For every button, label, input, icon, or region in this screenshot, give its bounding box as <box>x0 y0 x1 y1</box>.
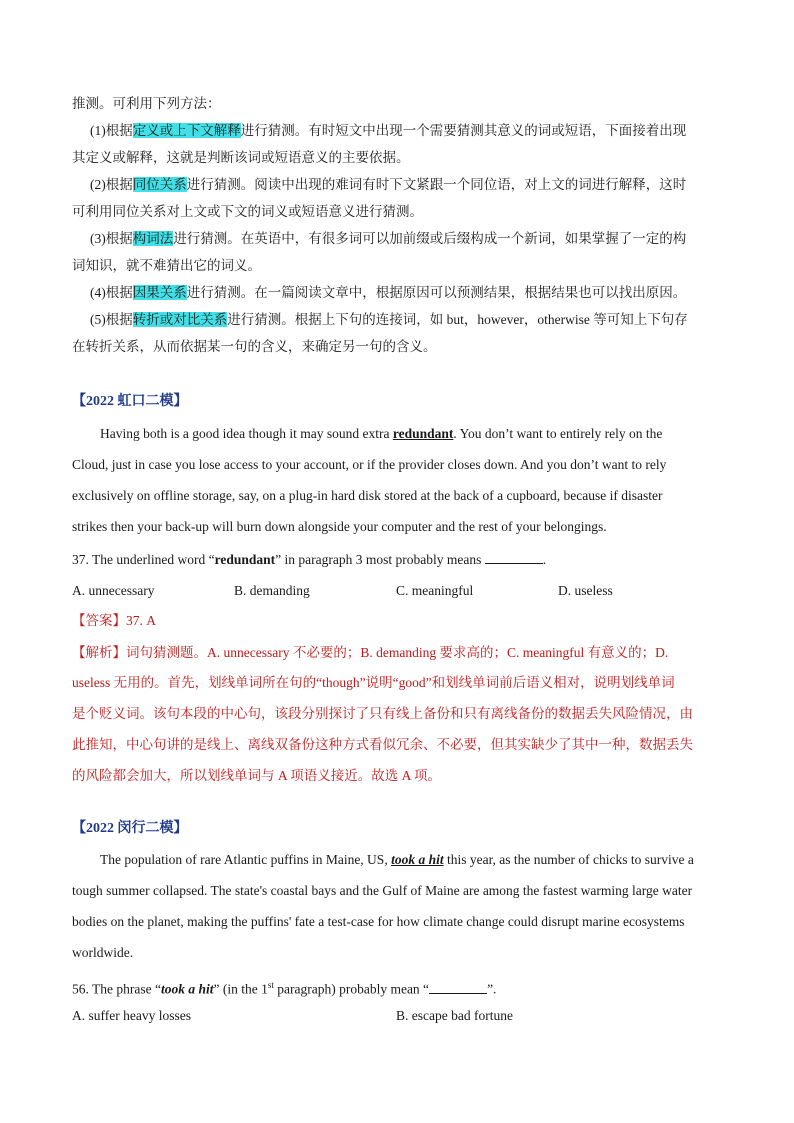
q1-option-a: A. unnecessary <box>72 583 155 598</box>
q2-question-text: 56. The phrase “ <box>72 981 161 997</box>
q1-question-text-cont: ” in paragraph 3 most probably means <box>275 552 485 567</box>
method-5-line-2 <box>72 337 722 357</box>
q2-option-b: B. escape bad fortune <box>396 1008 513 1023</box>
q1-analysis-line-3: 是个贬义词。该句本段的中心句，该段分别探讨了只有线上备份和只有离线备份的数据丢失风险情况，由 <box>72 706 693 721</box>
q1-question-text: 37. The underlined word “ <box>72 552 215 567</box>
intro-text: 推测。可利用下列方法： <box>72 96 221 111</box>
q1-option-c: C. meaningful <box>396 583 474 598</box>
method-2-prefix: (2)根据 <box>90 177 133 192</box>
q2-question-text-cont: ” (in the 1 <box>213 981 268 997</box>
method-3-line-1 <box>90 229 722 249</box>
q1-question <box>72 550 722 570</box>
q1-passage-text: Having both is a good idea though it may sound extra <box>100 426 393 441</box>
q2-question-phrase: took a hit <box>160 981 214 997</box>
method-4-prefix: (4)根据 <box>90 285 133 300</box>
method-1-text-cont: 其定义或解释，这就是判断该词或短语意义的主要依据。 <box>72 150 410 165</box>
q2-heading: 【2022 闵行二模】 <box>72 821 188 836</box>
method-2-text-cont: 可利用同位关系对上文或下文的词义或短语意义进行猜测。 <box>72 204 423 219</box>
method-3-prefix: (3)根据 <box>90 231 133 246</box>
method-5-prefix: (5)根据 <box>90 312 133 327</box>
method-1-text: 进行猜测。有时短文中出现一个需要猜测其意义的词或短语，下面接着出现 <box>240 123 687 138</box>
q2-question-text-cont-2: paragraph) probably mean “ <box>273 981 430 997</box>
q1-option-d: D. useless <box>558 583 613 598</box>
q1-analysis-line-2: useless 无用的。首先，划线单词所在句的“though”说明“good”和划线单词前后语义相对，说明划线单词 <box>72 675 675 690</box>
q2-option-a: A. suffer heavy losses <box>72 1008 191 1023</box>
method-2-text: 进行猜测。阅读中出现的难词有时下文紧跟一个同位语，对上文的词进行解释，这时 <box>186 177 687 192</box>
q1-heading: 【2022 虹口二模】 <box>72 394 188 409</box>
q2-question-sup: st <box>267 980 274 990</box>
q2-passage-text: The population of rare Atlantic puffins in Maine, US, <box>100 852 392 867</box>
q1-option-b: B. demanding <box>234 583 310 598</box>
method-2-highlight: 同位关系 <box>132 177 187 192</box>
method-2-line-1 <box>90 175 722 195</box>
method-2-line-2 <box>72 202 722 222</box>
method-5-text-cont: 在转折关系，从而依据某一句的含义，来确定另一句的含义。 <box>72 339 437 354</box>
q1-passage-line-4: strikes then your back-up will burn down alongside your computer and the rest of your belongings. <box>72 519 607 534</box>
method-1-highlight: 定义或上下文解释 <box>132 123 241 138</box>
method-3-text-cont: 词知识，就不难猜出它的词义。 <box>72 258 261 273</box>
method-3-line-2 <box>72 256 722 276</box>
methods-intro <box>72 94 722 114</box>
method-3-highlight: 构词法 <box>132 231 174 246</box>
q2-question <box>72 975 722 1000</box>
q1-question-word: redundant <box>214 552 276 567</box>
q1-analysis-line-1: 【解析】词句猜测题。A. unnecessary 不必要的；B. demanding 要求高的；C. meaningful 有意义的；D. <box>72 645 669 660</box>
method-5-highlight: 转折或对比关系 <box>132 312 228 327</box>
q1-question-end: . <box>542 552 547 567</box>
q2-passage-text-cont: this year, as the number of chicks to survive a <box>443 852 694 867</box>
q2-passage-line-1 <box>100 850 722 870</box>
q1-answer: 【答案】37. A <box>72 613 156 628</box>
q1-passage-line-3: exclusively on offline storage, say, on a plug-in hard disk stored at the back of a cupboard, because if disaster <box>72 488 663 503</box>
q1-analysis-line-5: 的风险都会加大，所以划线单词与 A 项语义接近。故选 A 项。 <box>72 768 442 783</box>
q1-passage-line-1 <box>100 424 722 444</box>
q2-passage-line-2: tough summer collapsed. The state's coastal bays and the Gulf of Maine are among the fastest warming large water <box>72 883 693 898</box>
method-1-prefix: (1)根据 <box>90 123 133 138</box>
q2-passage-line-3: bodies on the planet, making the puffins' fate a test-case for how climate change could disrupt marine ecosystems <box>72 914 685 929</box>
method-4-highlight: 因果关系 <box>132 285 187 300</box>
q1-answer-blank <box>485 551 543 564</box>
q1-passage-text-cont: . You don’t want to entirely rely on the <box>453 426 663 441</box>
q2-passage-line-4: worldwide. <box>72 945 134 960</box>
q1-underlined-word: redundant <box>392 426 454 441</box>
method-3-text: 进行猜测。在英语中，有很多词可以加前缀或后缀构成一个新词，如果掌握了一定的构 <box>173 231 687 246</box>
method-1-line-1 <box>90 121 722 141</box>
q1-analysis-line-4: 此推知，中心句讲的是线上、离线双备份这种方式看似冗余、不必要，但其实缺少了其中一种，数据丢失 <box>72 737 693 752</box>
method-4-line-1 <box>90 283 722 303</box>
method-5-line-1 <box>90 310 722 330</box>
q2-question-end: ”. <box>487 981 497 997</box>
q2-answer-blank <box>429 981 487 994</box>
method-1-line-2 <box>72 148 722 168</box>
q1-passage-line-2: Cloud, just in case you lose access to your account, or if the provider closes down. And you don’t want to rely <box>72 457 667 472</box>
q2-underlined-phrase: took a hit <box>391 852 444 867</box>
method-5-text: 进行猜测。根据上下句的连接词，如 but，however，otherwise 等可知上下句存 <box>227 312 688 327</box>
method-4-text: 进行猜测。在一篇阅读文章中，根据原因可以预测结果，根据结果也可以找出原因。 <box>186 285 687 300</box>
